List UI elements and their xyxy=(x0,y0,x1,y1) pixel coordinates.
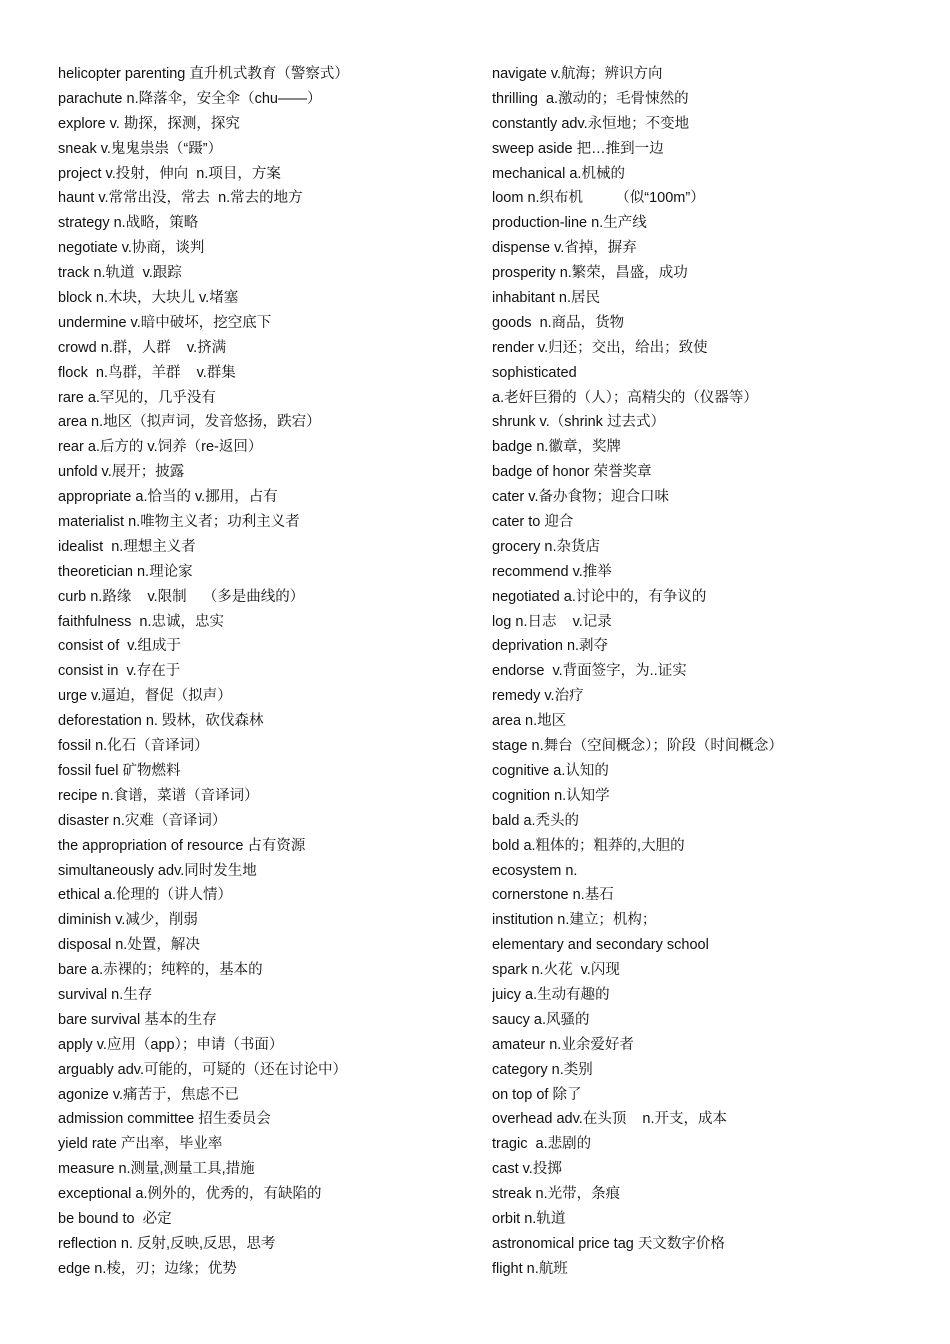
vocabulary-entry: recommend v.推举 xyxy=(492,563,612,580)
vocabulary-entry: disposal n.处置，解决 xyxy=(58,937,200,954)
vocabulary-entry: area n.地区（拟声词，发音悠扬，跌宕） xyxy=(58,414,321,431)
vocabulary-entry: haunt v.常常出没，常去 n.常去的地方 xyxy=(58,190,303,207)
vocabulary-entry: astronomical price tag 天文数字价格 xyxy=(492,1235,725,1252)
vocabulary-entry: cater v.备办食物；迎合口味 xyxy=(492,489,669,506)
vocabulary-entry: log n.日志 v.记录 xyxy=(492,613,612,630)
vocabulary-entry: tragic a.悲剧的 xyxy=(492,1136,592,1153)
vocabulary-entry: rare a.罕见的，几乎没有 xyxy=(58,389,216,406)
vocabulary-entry: orbit n.轨道 xyxy=(492,1210,566,1227)
vocabulary-entry: deforestation n. 毁林，砍伐森林 xyxy=(58,713,264,730)
vocabulary-entry: endorse v.背面签字，为..证实 xyxy=(492,663,687,680)
vocabulary-entry: be bound to 必定 xyxy=(58,1210,172,1227)
vocabulary-entry: consist in v.存在于 xyxy=(58,663,181,680)
vocabulary-entry: strategy n.战略，策略 xyxy=(58,215,199,232)
vocabulary-entry: ethical a.伦理的（讲人情） xyxy=(58,887,233,904)
vocabulary-entry: dispense v.省掉，摒弃 xyxy=(492,240,637,257)
vocabulary-entry: helicopter parenting 直升机式教育（警察式） xyxy=(58,66,349,82)
vocabulary-entry: sweep aside 把…推到一边 xyxy=(492,140,664,157)
vocabulary-entry: flock n.鸟群，羊群 v.群集 xyxy=(58,364,236,381)
vocabulary-entry: appropriate a.恰当的 v.挪用，占有 xyxy=(58,489,278,506)
vocabulary-entry: constantly adv.永恒地；不变地 xyxy=(492,115,690,132)
vocabulary-entry: remedy v.治疗 xyxy=(492,688,584,705)
vocabulary-entry: fossil n.化石（音译词） xyxy=(58,738,209,755)
vocabulary-entry: measure n.测量,测量工具,措施 xyxy=(58,1161,255,1178)
vocabulary-entry: undermine v.暗中破坏，挖空底下 xyxy=(58,314,272,331)
vocabulary-entry: render v.归还；交出，给出；致使 xyxy=(492,339,708,356)
vocabulary-entry: track n.轨道 v.跟踪 xyxy=(58,265,182,282)
vocabulary-entry: bare a.赤裸的；纯粹的，基本的 xyxy=(58,962,263,979)
vocabulary-entry: flight n.航班 xyxy=(492,1260,568,1277)
vocabulary-entry: goods n.商品，货物 xyxy=(492,314,625,331)
vocabulary-entry: urge v.逼迫，督促（拟声） xyxy=(58,688,232,705)
vocabulary-entry: reflection n. 反射,反映,反思，思考 xyxy=(58,1235,276,1252)
vocabulary-entry: diminish v.减少，削弱 xyxy=(58,912,198,929)
vocabulary-entry: saucy a.风骚的 xyxy=(492,1011,590,1028)
vocabulary-entry: fossil fuel 矿物燃料 xyxy=(58,762,181,779)
vocabulary-entry: consist of v.组成于 xyxy=(58,638,182,655)
vocabulary-entry: apply v.应用（app）；申请（书面） xyxy=(58,1036,284,1053)
vocabulary-entry: thrilling a.激动的；毛骨悚然的 xyxy=(492,90,689,107)
vocabulary-entry: admission committee 招生委员会 xyxy=(58,1111,271,1128)
vocabulary-entry: sneak v.鬼鬼祟祟（“蹑”） xyxy=(58,140,223,157)
vocabulary-entry: ecosystem n. xyxy=(492,862,578,879)
vocabulary-entry: faithfulness n.忠诚，忠实 xyxy=(58,613,224,630)
vocabulary-entry: spark n.火花 v.闪现 xyxy=(492,962,620,979)
vocabulary-entry: cognition n.认知学 xyxy=(492,787,610,804)
vocabulary-entry: parachute n.降落伞，安全伞（chu——） xyxy=(58,90,322,107)
vocabulary-entry: loom n.织布机 （似“100m”） xyxy=(492,190,705,207)
vocabulary-entry: yield rate 产出率，毕业率 xyxy=(58,1136,223,1153)
vocabulary-entry: crowd n.群，人群 v.挤满 xyxy=(58,339,227,356)
vocabulary-entry: survival n.生存 xyxy=(58,986,153,1003)
vocabulary-entry: elementary and secondary school xyxy=(492,937,709,954)
vocabulary-entry: negotiate v.协商，谈判 xyxy=(58,240,205,257)
vocabulary-entry: agonize v.痛苦于，焦虑不已 xyxy=(58,1086,240,1103)
vocabulary-entry: area n.地区 xyxy=(492,713,567,730)
vocabulary-entry: overhead adv.在头顶 n.开支，成本 xyxy=(492,1111,728,1128)
vocabulary-entry: disaster n.灾难（音译词） xyxy=(58,812,227,829)
vocabulary-entry: edge n.棱，刃；边缘；优势 xyxy=(58,1260,237,1277)
vocabulary-entry: arguably adv.可能的，可疑的（还在讨论中） xyxy=(58,1061,347,1078)
vocabulary-entry: idealist n.理想主义者 xyxy=(58,538,196,555)
vocabulary-entry: category n.类别 xyxy=(492,1061,593,1078)
vocabulary-entry: a.老奸巨猾的（人）；高精尖的（仪器等） xyxy=(492,389,758,406)
vocabulary-entry: amateur n.业余爱好者 xyxy=(492,1036,634,1053)
vocabulary-entry: theoretician n.理论家 xyxy=(58,563,193,580)
vocabulary-entry: unfold v.展开；披露 xyxy=(58,464,185,481)
vocabulary-entry: curb n.路缘 v.限制 （多是曲线的） xyxy=(58,588,305,605)
vocabulary-entry: simultaneously adv.同时发生地 xyxy=(58,862,257,879)
vocabulary-entry: institution n.建立；机构； xyxy=(492,912,657,929)
vocabulary-entry: exceptional a.例外的，优秀的，有缺陷的 xyxy=(58,1186,322,1203)
vocabulary-entry: deprivation n.剥夺 xyxy=(492,638,609,655)
left-vocabulary-column xyxy=(58,62,478,1282)
vocabulary-entry: negotiated a.讨论中的，有争议的 xyxy=(492,588,707,605)
vocabulary-entry: the appropriation of resource 占有资源 xyxy=(58,837,306,854)
right-vocabulary-column xyxy=(492,62,932,1282)
vocabulary-entry: badge n.徽章，奖牌 xyxy=(492,439,621,456)
vocabulary-entry: inhabitant n.居民 xyxy=(492,290,601,307)
vocabulary-entry: production-line n.生产线 xyxy=(492,215,647,232)
vocabulary-entry: explore v. 勘探，探测，探究 xyxy=(58,115,240,132)
vocabulary-entry: on top of 除了 xyxy=(492,1086,582,1103)
vocabulary-entry: cornerstone n.基石 xyxy=(492,887,614,904)
vocabulary-entry: cast v.投掷 xyxy=(492,1161,562,1178)
vocabulary-entry: bare survival 基本的生存 xyxy=(58,1011,217,1028)
vocabulary-entry: cater to 迎合 xyxy=(492,514,574,531)
vocabulary-entry: rear a.后方的 v.饲养（re-返回） xyxy=(58,439,263,456)
vocabulary-entry: streak n.光带，条痕 xyxy=(492,1186,621,1203)
vocabulary-entry: badge of honor 荣誉奖章 xyxy=(492,464,652,481)
vocabulary-entry: bald a.秃头的 xyxy=(492,812,580,829)
vocabulary-entry: juicy a.生动有趣的 xyxy=(492,986,610,1003)
vocabulary-entry: materialist n.唯物主义者；功利主义者 xyxy=(58,514,300,531)
vocabulary-entry: cognitive a.认知的 xyxy=(492,762,609,779)
vocabulary-entry: recipe n.食谱，菜谱（音译词） xyxy=(58,787,259,804)
vocabulary-entry: navigate v.航海；辨识方向 xyxy=(492,66,663,82)
vocabulary-entry: bold a.粗体的；粗莽的,大胆的 xyxy=(492,837,685,854)
vocabulary-entry: project v.投射，伸向 n.项目，方案 xyxy=(58,165,281,182)
vocabulary-entry: mechanical a.机械的 xyxy=(492,165,625,182)
vocabulary-entry: prosperity n.繁荣，昌盛，成功 xyxy=(492,265,688,282)
vocabulary-entry: shrunk v.（shrink 过去式） xyxy=(492,414,665,431)
vocabulary-entry: sophisticated xyxy=(492,364,577,381)
vocabulary-entry: grocery n.杂货店 xyxy=(492,538,600,555)
vocabulary-entry: stage n.舞台（空间概念）；阶段（时间概念） xyxy=(492,738,783,755)
vocabulary-entry: block n.木块，大块儿 v.堵塞 xyxy=(58,290,239,307)
